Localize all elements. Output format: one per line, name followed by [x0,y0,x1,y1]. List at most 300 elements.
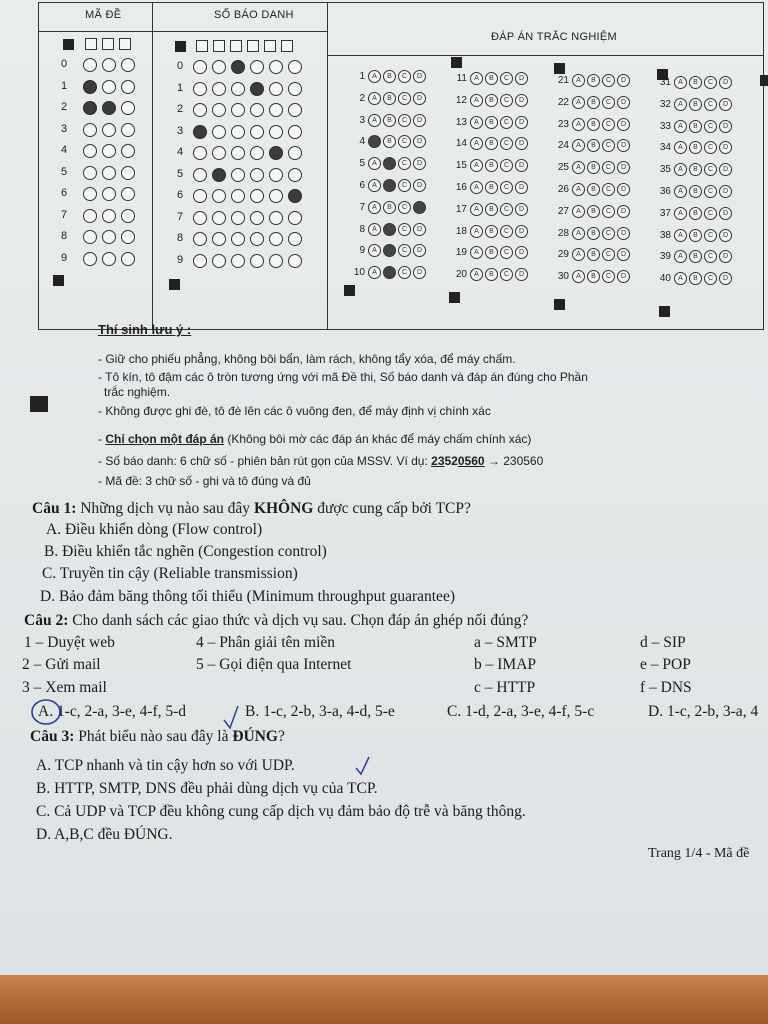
made-bubble [121,58,135,72]
answer-number: 25 [557,162,569,174]
answer-bubble: A [572,183,585,196]
answer-number: 28 [557,227,569,239]
sbd-bubble [212,125,226,139]
answer-bubble: C [500,181,513,194]
answer-bubble: C [704,163,717,176]
sbd-bubble [288,211,302,225]
notes-title: Thí sinh lưu ý : [98,322,192,337]
sbd-bubble [250,189,264,203]
answer-bubble: C [602,161,615,174]
answer-bubble: C [500,94,513,107]
answer-number: 20 [455,269,467,281]
sbd-digit: 8 [177,232,184,244]
answer-number: 15 [455,160,467,172]
answer-bubble: D [515,181,528,194]
answer-number: 36 [659,186,671,197]
answer-bubble: A [368,92,381,105]
made-digit: 7 [61,208,68,221]
sbd-bubble [212,82,226,96]
answer-bubble: B [485,181,498,194]
note-6: - Mã đề: 3 chữ số - ghi và tô đúng và đủ [98,474,311,488]
sbd-bubble [269,168,283,182]
sbd-bubble [288,103,302,117]
made-bubble [121,144,135,158]
answer-bubble: A [674,141,687,154]
made-box [102,38,114,50]
made-bubble [121,101,135,115]
answer-bubble: D [413,201,426,214]
answer-bubble: C [500,268,513,281]
answer-bubble: B [587,118,600,131]
q2-service-2: 2 – Gửi mail [22,656,101,673]
made-bubble [83,187,97,201]
q2-protocol-a: a – SMTP [474,634,537,651]
answer-bubble: D [617,96,630,109]
made-bubble [102,58,116,72]
sbd-digit: 9 [177,253,184,266]
answer-bubble: B [689,207,702,220]
answer-bubble: B [689,272,702,285]
answer-number: 3 [359,114,365,126]
answer-bubble: C [398,157,411,170]
answer-bubble: B [485,268,498,281]
answer-number: 8 [359,223,365,235]
answer-bubble: A [572,139,585,152]
answer-bubble: A [368,244,381,257]
sbd-bubble [288,146,302,160]
answer-bubble: D [617,205,630,218]
sbd-box [264,40,276,52]
note-2b: trắc nghiệm. [104,385,171,399]
answer-bubble: D [719,163,732,176]
made-marker [63,39,74,50]
answer-bubble: C [704,76,717,89]
answers-header: ĐÁP ÁN TRẮC NGHIỆM [491,31,618,43]
made-bubble [102,252,116,266]
answer-number: 14 [455,138,467,150]
sbd-bubble [269,189,283,203]
answer-number: 13 [455,116,467,128]
answer-bottom-marker [554,299,565,310]
answer-bubble: B [485,116,498,129]
note-4: - Chỉ chọn một đáp án (Không bôi mờ các đáp án khác để máy chấm chính xác) [98,432,532,446]
q2-protocol-e: e – POP [640,656,691,673]
answer-number: 23 [557,118,569,130]
sbd-bubble [231,232,245,246]
sbd-bubble [288,60,302,74]
made-bottom-marker [53,275,64,286]
made-bubble [83,144,97,158]
q2-option-d: D. 1-c, 2-b, 3-a, 4 [648,703,759,720]
made-bubble [121,166,135,180]
answer-bubble: C [602,248,615,261]
answer-sheet-grid [38,2,764,330]
answer-bubble: A [572,205,585,218]
answer-bubble: D [515,137,528,150]
made-bubble [121,252,135,266]
made-box [119,38,131,50]
answer-bubble: D [413,266,426,279]
answer-bubble: B [587,96,600,109]
answer-bubble: C [398,223,411,236]
made-digit: 5 [61,165,68,178]
sbd-bubble [269,254,283,268]
answer-bubble: A [572,227,585,240]
answer-bubble: B [383,70,396,83]
made-digit: 0 [61,58,68,70]
sbd-bubble [212,189,226,203]
answer-bubble: D [719,250,732,263]
answer-bubble: D [515,203,528,216]
answer-bubble: C [398,135,411,148]
answer-bubble: C [500,203,513,216]
made-bubble [83,101,97,115]
sbd-marker [175,41,186,52]
answer-number: 34 [659,142,671,154]
answer-bubble: A [368,135,381,148]
sbd-bubble [193,146,207,160]
q3-option-d: D. A,B,C đều ĐÚNG. [36,826,173,843]
sbd-bubble [250,103,264,117]
sbd-bubble [231,103,245,117]
sbd-bubble [231,60,245,74]
answer-bubble: B [689,163,702,176]
answer-bubble: C [398,179,411,192]
answer-bubble: B [689,185,702,198]
answer-bubble: C [500,246,513,259]
made-bubble [102,123,116,137]
answer-number: 5 [359,158,365,170]
answer-bubble: B [587,139,600,152]
answer-bubble: A [368,201,381,214]
sbd-bubble [288,125,302,139]
made-digit: 9 [61,251,68,264]
answer-bottom-marker [344,285,355,296]
answer-bubble: B [587,248,600,261]
answer-bubble: C [602,96,615,109]
sbd-bubble [269,82,283,96]
answer-bubble: A [572,270,585,283]
answer-bubble: A [470,137,483,150]
answer-number: 35 [659,164,671,176]
answer-bubble: D [617,118,630,131]
answer-bubble: C [704,229,717,242]
answer-bubble: B [383,92,396,105]
answer-bubble: A [674,207,687,220]
answer-number: 11 [456,73,467,84]
answer-number: 6 [359,180,365,191]
answer-bubble: B [587,205,600,218]
sbd-digit: 5 [177,167,184,180]
sbd-bubble [250,168,264,182]
sbd-bubble [212,211,226,225]
sbd-bubble [193,211,207,225]
answer-bubble: A [674,185,687,198]
answer-bubble: C [398,114,411,127]
answer-number: 7 [359,201,365,213]
answer-bubble: A [470,159,483,172]
answer-bubble: C [602,74,615,87]
answer-bubble: B [485,225,498,238]
answer-bubble: A [368,266,381,279]
answer-bubble: D [413,135,426,148]
answer-bubble: B [485,94,498,107]
answer-bubble: C [500,137,513,150]
q1-option-d: D. Bảo đảm băng thông tối thiểu (Minimum throughput guarantee) [40,588,455,605]
answer-bottom-marker [659,306,670,317]
q2-protocol-f: f – DNS [640,679,692,696]
page-footer: Trang 1/4 - Mã đề [648,846,750,861]
answer-bubble: A [674,229,687,242]
sbd-bubble [212,146,226,160]
q2-service-4: 4 – Phân giải tên miền [196,634,336,651]
answer-bubble: A [470,225,483,238]
answer-bubble: C [602,270,615,283]
sbd-box [247,40,259,52]
made-bubble [102,187,116,201]
answer-bubble: A [572,74,585,87]
answer-number: 32 [659,98,671,110]
sbd-bubble [231,168,245,182]
answer-bubble: C [704,120,717,133]
answer-number: 19 [455,247,467,259]
made-bubble [102,80,116,94]
sbd-bubble [193,254,207,268]
q1-option-c: C. Truyền tin cậy (Reliable transmission) [42,565,298,582]
made-bubble [102,101,116,115]
made-digit: 4 [61,144,68,156]
q2-service-1: 1 – Duyệt web [24,634,115,651]
sbd-digit: 1 [177,81,184,94]
sbd-bubble [250,211,264,225]
made-bubble [102,144,116,158]
sbd-bottom-marker [169,279,180,290]
made-bubble [121,209,135,223]
answer-bubble: A [674,250,687,263]
answer-bubble: B [689,250,702,263]
made-bubble [83,166,97,180]
answer-bubble: C [602,227,615,240]
answer-bubble: B [485,203,498,216]
answer-bubble: D [617,183,630,196]
answer-bubble: A [572,161,585,174]
alignment-mark [30,396,48,412]
made-bubble [83,123,97,137]
sbd-bubble [231,125,245,139]
sbd-bubble [250,146,264,160]
q2-option-b: B. 1-c, 2-b, 3-a, 4-d, 5-e [245,703,395,720]
answer-bubble: D [617,227,630,240]
answer-number: 1 [359,71,365,82]
answer-bubble: A [470,181,483,194]
made-bubble [83,230,97,244]
answer-bubble: A [368,223,381,236]
q3-option-a: A. TCP nhanh và tin cậy hơn so với UDP. [36,757,295,774]
answer-number: 40 [659,273,671,285]
sbd-bubble [212,168,226,182]
sbd-bubble [193,189,207,203]
answer-number: 10 [353,267,365,279]
answer-number: 24 [557,140,569,152]
sbd-bubble [250,82,264,96]
made-bubble [83,58,97,72]
answer-number: 31 [659,77,671,88]
answer-bubble: C [704,250,717,263]
q2-service-5: 5 – Gọi điện qua Internet [196,656,352,673]
answer-bubble: D [719,141,732,154]
answer-bubble: D [617,161,630,174]
sbd-header: SỐ BÁO DANH [214,9,294,21]
answer-bubble: B [383,244,396,257]
answer-marker [554,63,565,74]
answer-bubble: D [515,94,528,107]
sbd-digit: 4 [177,146,184,158]
sbd-bubble [288,254,302,268]
answer-bubble: D [719,185,732,198]
answer-bubble: C [704,98,717,111]
sbd-bubble [250,60,264,74]
answer-bubble: C [602,183,615,196]
sbd-bubble [231,189,245,203]
q3-option-c: C. Cả UDP và TCP đều không cung cấp dịch vụ đảm bảo độ trễ và băng thông. [36,803,526,820]
sbd-bubble [288,82,302,96]
answer-bubble: A [470,203,483,216]
answer-bubble: B [587,74,600,87]
answer-bubble: C [602,118,615,131]
made-digit: 8 [61,230,68,242]
answer-bubble: D [719,272,732,285]
answer-bubble: A [674,98,687,111]
answer-bubble: C [602,205,615,218]
q3-option-b: B. HTTP, SMTP, DNS đều phải dùng dịch vụ của TCP. [36,780,378,797]
answer-number: 29 [557,249,569,261]
answer-bubble: A [674,163,687,176]
answer-bubble: B [689,98,702,111]
table-surface [0,975,768,1024]
answer-bubble: B [587,183,600,196]
answer-bubble: C [704,207,717,220]
made-bubble [83,80,97,94]
answer-bubble: B [383,201,396,214]
q1-option-a: A. Điều khiển dòng (Flow control) [46,521,263,538]
answer-bubble: D [515,116,528,129]
answer-bubble: D [515,246,528,259]
answer-number: 27 [557,205,569,217]
answer-bubble: B [383,157,396,170]
answer-bubble: C [704,141,717,154]
answer-number: 38 [659,229,671,241]
answer-bubble: B [383,114,396,127]
answer-bubble: A [470,72,483,85]
made-bubble [102,166,116,180]
answer-bubble: D [515,72,528,85]
answer-bubble: A [470,268,483,281]
answer-bubble: D [719,98,732,111]
q2-protocol-d: d – SIP [640,634,686,651]
made-bubble [83,252,97,266]
sbd-bubble [193,82,207,96]
answer-bubble: B [689,141,702,154]
q2-protocol-b: b – IMAP [474,656,537,673]
answer-bubble: B [485,246,498,259]
answer-number: 4 [359,136,365,148]
note-1: - Giữ cho phiếu phẳng, không bôi bẩn, làm rách, không tẩy xóa, để máy chấm. [98,352,516,366]
sbd-digit: 2 [177,103,184,115]
answer-bubble: A [368,70,381,83]
answer-bubble: C [704,185,717,198]
answer-bubble: D [515,225,528,238]
answer-bubble: A [470,94,483,107]
answer-bubble: C [398,266,411,279]
answer-number: 22 [557,96,569,108]
answer-bubble: B [485,72,498,85]
answer-bubble: A [470,116,483,129]
answer-bubble: A [470,246,483,259]
answer-bubble: C [704,272,717,285]
answer-bubble: A [368,179,381,192]
sbd-digit: 7 [177,210,184,223]
sbd-bubble [231,254,245,268]
sbd-box [230,40,242,52]
answer-bubble: B [383,223,396,236]
sbd-bubble [288,168,302,182]
answer-number: 26 [557,184,569,195]
answer-bubble: C [398,244,411,257]
answer-bubble: C [500,225,513,238]
q2-service-3: 3 – Xem mail [22,679,107,696]
made-digit: 3 [61,122,68,135]
answer-bubble: B [689,76,702,89]
answer-bubble: B [587,227,600,240]
note-5: - Số báo danh: 6 chữ số - phiên bản rút gọn của MSSV. Ví dụ: 23520560 → 230560 [98,454,544,468]
answer-bubble: C [500,72,513,85]
made-bubble [102,230,116,244]
sbd-bubble [269,211,283,225]
answer-bubble: A [572,96,585,109]
made-box [85,38,97,50]
answer-bubble: C [500,116,513,129]
made-bubble [121,123,135,137]
answer-bubble: D [413,114,426,127]
made-bubble [83,209,97,223]
answer-bubble: A [674,120,687,133]
sbd-bubble [269,146,283,160]
answer-bubble: D [617,74,630,87]
answer-bubble: D [719,76,732,89]
answer-bubble: B [587,270,600,283]
answer-bubble: D [515,159,528,172]
made-bubble [102,209,116,223]
answer-bubble: B [587,161,600,174]
sbd-digit: 3 [177,124,184,137]
answer-number: 18 [455,225,467,237]
question-2: Câu 2: Cho danh sách các giao thức và dịch vụ sau. Chọn đáp án ghép nối đúng? [24,612,529,629]
sbd-bubble [250,125,264,139]
answer-bubble: B [383,266,396,279]
answer-bubble: B [689,229,702,242]
sbd-bubble [193,60,207,74]
sbd-bubble [193,103,207,117]
answer-bubble: C [398,201,411,214]
answer-bubble: A [674,272,687,285]
q2-option-a: A. 1-c, 2-a, 3-e, 4-f, 5-d [38,703,187,720]
answer-bubble: B [485,159,498,172]
q2-protocol-c: c – HTTP [474,679,536,696]
answer-bubble: A [572,248,585,261]
answer-bubble: D [719,120,732,133]
answer-number: 16 [455,182,467,193]
sbd-bubble [288,189,302,203]
